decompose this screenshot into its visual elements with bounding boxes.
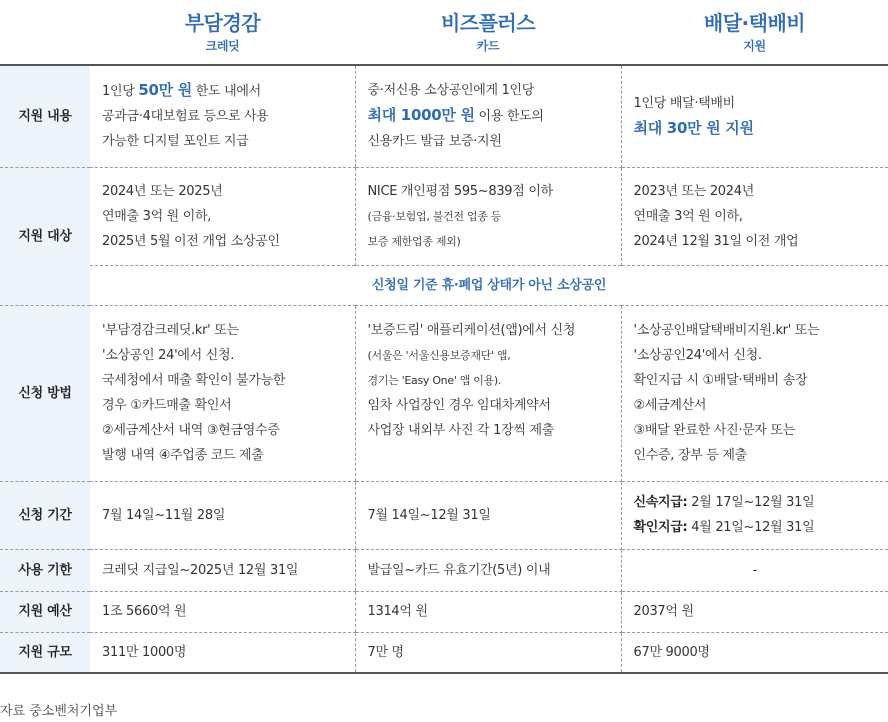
row-label: 사용 기한: [0, 549, 90, 591]
table-row: [0, 167, 888, 265]
cell-budget-delivery: 2037억 원: [621, 591, 888, 632]
highlight-amount: 최대 1000만 원: [367, 106, 475, 125]
highlight-amount: 50만 원: [138, 81, 192, 100]
header-col-delivery: [621, 0, 888, 65]
header-subtitle: 지원: [743, 39, 766, 53]
cell-scale-credit: 311만 1000명: [90, 632, 355, 673]
cell-period-delivery: 신속지급: 2월 17일~12월 31일 확인지급: 4월 21일~12월 31일: [621, 481, 888, 549]
cell-content-credit: 1인당 50만 원 한도 내에서 공과금·4대보험료 등으로 사용 가능한 디지털 포인트 지급: [90, 65, 355, 167]
header-subtitle: 카드: [476, 39, 500, 53]
cell-scale-bizplus: 7만 명: [355, 632, 621, 673]
header-col-credit: [90, 0, 355, 65]
cell-content-delivery: 1인당 배달·택배비 최대 30만 원 지원: [621, 65, 888, 167]
cell-period-bizplus: 7월 14일~12월 31일: [355, 481, 621, 549]
cell-usage-bizplus: 발급일~카드 유효기간(5년) 이내: [355, 549, 621, 591]
row-label: 지원 내용: [0, 65, 90, 167]
table-row: [0, 549, 888, 591]
common-target-note: 신청일 기준 휴·폐업 상태가 아닌 소상공인: [90, 265, 888, 305]
cell-budget-bizplus: 1314억 원: [355, 591, 621, 632]
cell-method-delivery: '소상공인배달택배비지원.kr' 또는 '소상공인24'에서 신청. 확인지급 시 ①배달·택배비 송장 ②세금계산서 ③배달 완료한 사진·문자 또는 인수증, 장부 등 제출: [621, 305, 888, 481]
cell-usage-credit: 크레딧 지급일~2025년 12월 31일: [90, 549, 355, 591]
cell-target-credit: 2024년 또는 2025년 연매출 3억 원 이하, 2025년 5월 이전 개업 소상공인: [102, 183, 280, 249]
table-header-row: [0, 0, 888, 65]
source-caption: 자료 중소벤처기업부: [0, 704, 118, 719]
row-label: 신청 방법: [0, 305, 90, 481]
header-title: 비즈플러스: [440, 11, 536, 35]
cell-target-bizplus: NICE 개인평점 595~839점 이하 (금융·보험업, 불건전 업종 등 보증 제한업종 제외): [355, 167, 621, 265]
row-label: 지원 규모: [0, 632, 90, 673]
header-title: 부담경감: [184, 11, 261, 35]
cell-method-bizplus: '보증드림' 애플리케이션(앱)에서 신청 (서울은 '서울신용보증재단' 앱, 경기는 'Easy One' 앱 이용). 임차 사업장인 경우 임대차계약서 사업장 내외부 사진 각 1장씩 제출: [355, 305, 621, 481]
header-corner: [0, 0, 90, 65]
row-label: 지원 예산: [0, 591, 90, 632]
table-row: [0, 632, 888, 673]
row-label: 지원 대상: [0, 167, 90, 305]
cell-method-credit: '부담경감크레딧.kr' 또는 '소상공인 24'에서 신청. 국세청에서 매출 확인이 불가능한 경우 ①카드매출 확인서 ②세금계산서 내역 ③현금영수증 발행 내역 ④주업종 코드 제출: [90, 305, 355, 481]
table-row: [0, 591, 888, 632]
highlight-amount: 최대 30만 원 지원: [633, 119, 754, 138]
table-row: [0, 65, 888, 167]
header-subtitle: 크레딧: [205, 39, 240, 53]
row-label: 신청 기간: [0, 481, 90, 549]
cell-usage-delivery: -: [621, 549, 888, 591]
header-title: 배달·택배비: [703, 11, 806, 35]
table-row: [0, 265, 888, 305]
cell-scale-delivery: 67만 9000명: [621, 632, 888, 673]
cell-budget-credit: 1조 5660억 원: [90, 591, 355, 632]
cell-period-credit: 7월 14일~11월 28일: [90, 481, 355, 549]
header-col-bizplus: [355, 0, 621, 65]
cell-content-bizplus: 중·저신용 소상공인에게 1인당 최대 1000만 원 이용 한도의 신용카드 발급 보증·지원: [355, 65, 621, 167]
table-row: [0, 481, 888, 549]
table-row: [0, 305, 888, 481]
cell-target-delivery: 2023년 또는 2024년 연매출 3억 원 이하, 2024년 12월 31일 이전 개업: [633, 183, 799, 249]
